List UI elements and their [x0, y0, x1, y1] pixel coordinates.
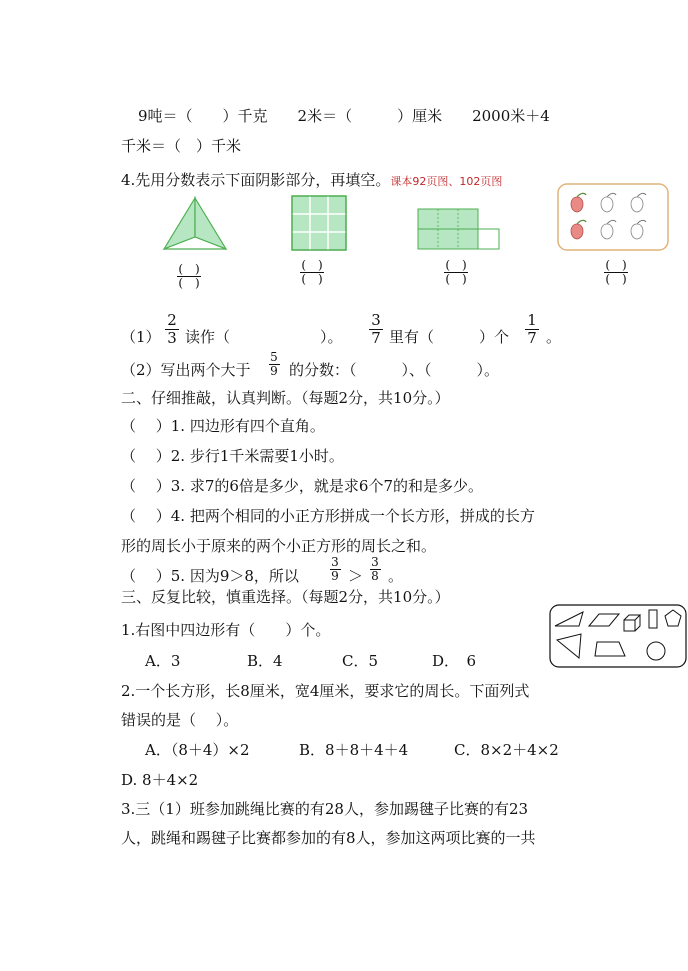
figure-triangle [160, 195, 235, 255]
judge-item-5-end: 。 [388, 567, 404, 585]
section2-title: 二、仔细推敲，认真判断。（每题2分，共10分。） [121, 389, 450, 407]
conversion-line-1: 9吨＝（ ）千克 2米＝（ ）厘米 2000米＋4 [138, 107, 550, 125]
fraction-3-7: 3 7 [366, 312, 386, 347]
fraction-5-9: 5 9 [270, 350, 278, 378]
q4-text: 4.先用分数表示下面阴影部分，再填空。 [121, 171, 391, 189]
choice-q1: 1.右图中四边形有（ ）个。 [121, 621, 331, 639]
judge-item-4: （ ）4. 把两个相同的小正方形拼成一个长方形，拼成的长方 [121, 507, 535, 525]
judge-item-3: （ ）3. 求7的6倍是多少，就是求6个7的和是多少。 [121, 477, 484, 495]
choice-q1-option-a[interactable]: A．3 [145, 652, 181, 670]
choice-q3-line2: 人，跳绳和踢毽子比赛都参加的有8人，参加这两项比赛的一共 [121, 829, 536, 847]
choice-q1-option-c[interactable]: C．5 [342, 652, 379, 670]
fraction-2-3: 2 3 [162, 312, 182, 347]
choice-q3-line1: 3.三（1）班参加跳绳比赛的有28人，参加踢毽子比赛的有23 [121, 800, 529, 818]
choice-q1-option-b[interactable]: B．4 [247, 652, 283, 670]
choice-q2-option-d[interactable]: D. 8＋4×2 [121, 771, 199, 789]
fill2-text: （2）写出两个大于 [121, 361, 251, 379]
section3-title: 三、反复比较，慎重选择。（每题2分，共10分。） [121, 588, 450, 606]
fill1-end: 。 [546, 328, 562, 346]
q4-textbook-note: 课本92页图、102页图 [390, 175, 503, 188]
choice-q2-option-b[interactable]: B．8＋8＋4＋4 [299, 741, 409, 759]
fraction-3-9: 3 9 [331, 555, 339, 583]
judge-item-1: （ ）1. 四边形有四个直角。 [121, 417, 325, 435]
answer-fraction-1[interactable]: ( ) ( ) [178, 262, 200, 290]
choice-q2-line1: 2.一个长方形，长8厘米，宽4厘米，要求它的周长。下面列式 [121, 682, 530, 700]
answer-fraction-2[interactable]: ( ) ( ) [301, 258, 323, 286]
q4-title [121, 170, 502, 192]
figure-shapes [549, 604, 687, 668]
figure-strip [417, 208, 501, 250]
fraction-1-7: 1 7 [522, 312, 542, 347]
conversion-line-2: 千米＝（ ）千米 [121, 137, 242, 155]
choice-q2-option-c[interactable]: C．8×2＋4×2 [454, 741, 559, 759]
judge-item-5: （ ）5. 因为9＞8，所以 [121, 567, 299, 585]
fill1-read-as: 读作（ ）。 [185, 328, 343, 346]
fill1-label: （1） [121, 328, 161, 346]
fill2-answers: 的分数：（ ）、（ ）。 [289, 361, 500, 379]
greater-sign: ＞ [348, 567, 364, 585]
answer-fraction-3[interactable]: ( ) ( ) [445, 258, 467, 286]
choice-q1-option-d[interactable]: D． 6 [432, 652, 477, 670]
answer-fraction-4[interactable]: ( ) ( ) [605, 258, 627, 286]
judge-item-2: （ ）2. 步行1千米需要1小时。 [121, 447, 344, 465]
choice-q2-line2: 错误的是（ ）。 [121, 711, 239, 729]
figure-peaches [557, 183, 669, 251]
judge-item-4-cont: 形的周长小于原来的两个小正方形的周长之和。 [121, 537, 437, 555]
choice-q2-option-a[interactable]: A．（8＋4）×2 [145, 741, 250, 759]
figure-grid [291, 195, 347, 251]
fraction-3-8: 3 8 [371, 555, 379, 583]
fill1-contains: 里有（ ）个 [389, 328, 510, 346]
